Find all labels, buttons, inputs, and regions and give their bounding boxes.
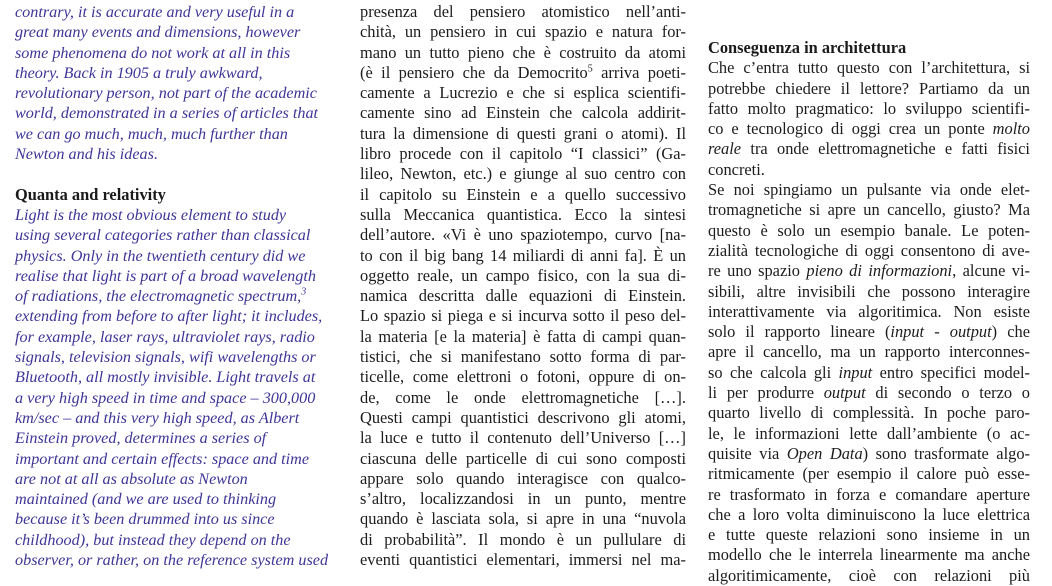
text-line: some phenomena do not work at all in this (15, 43, 291, 62)
text-line: le, le informazioni lette dall’ambiente (o ac- (708, 423, 1030, 443)
text-line: because it’s been drummed into us since (15, 510, 275, 529)
italic-term: reale (708, 139, 742, 159)
text-line: libro procede con il capitolo “I classici” (Ga- (360, 144, 686, 164)
text-line (708, 363, 1030, 383)
text-segment: quisite via (708, 443, 787, 463)
text-line: camente a Lucrezio e che si esplica scientifi- (360, 83, 686, 103)
text-line: apre il cancello, ma un rapporto interconnes- (708, 342, 1030, 362)
text-line: km/sec – and this very high speed, as Albert (15, 408, 300, 427)
text-line (708, 383, 1030, 403)
text-line: important and certain effects: space and time (15, 449, 310, 468)
text-line: zialità tecnologiche di oggi consentono di ave- (708, 240, 1030, 260)
text-segment: entro specifici model- (872, 362, 1030, 382)
italian-review-column (360, 0, 686, 570)
text-line: questo è solo un esempio banale. Le poten- (708, 220, 1030, 240)
text-line: namica descritta dalle equazioni di Einstein. (360, 286, 686, 306)
text-line: e tutte queste relazioni sono insieme in un (708, 525, 1030, 545)
text-line: theory. Back in 1905 a truly awkward, (15, 63, 263, 82)
text-line: extending from before to after light; it includes, (15, 307, 323, 326)
text-line: eventi quantistici elementari, immersi nel ma- (360, 550, 686, 570)
text-line: signals, television signals, wifi wavelengths or (15, 348, 316, 367)
text-line: Questi campi quantistici descrivono gli atomi, (360, 407, 686, 427)
text-line (708, 119, 1030, 139)
text-line: oggetto reale, un campo fisico, con la sua di- (360, 265, 686, 285)
text-segment: co e tecnologico di oggi crea un ponte (708, 119, 993, 139)
text-line: observer, or rather, on the reference system used (15, 551, 329, 570)
architecture-column (708, 0, 1030, 586)
text-line: realise that light is part of a broad wavelength (15, 266, 316, 285)
text-line: sibili, altre invisibili che possono interagire (708, 281, 1030, 301)
text-line: quando è lasciata sola, si apre in una “nuvola (360, 509, 686, 529)
text-line: world, demonstrated in a series of articles that (15, 104, 319, 123)
text-segment: so che calcola gli (708, 362, 839, 382)
text-line: chità, un pensiero in cui spazio e natura for- (360, 22, 686, 42)
text-line (708, 139, 1030, 159)
text-line: tromagnetiche si apre un cancello, giusto? Ma (708, 200, 1030, 220)
text-line: concreti. (708, 159, 765, 179)
text-line: maintained (and we are used to thinking (15, 490, 277, 509)
text-line: a very high speed in time and space – 300,000 (15, 388, 316, 407)
text-line: di probabilità”. Il mondo è un pullulare di (360, 529, 686, 549)
text-line: for example, laser rays, ultraviolet rays, radio (15, 327, 315, 346)
text-line: to con il big bang 14 miliardi di anni fa]. È un (360, 245, 686, 265)
text-segment: (è il pensiero che da Democrito (360, 62, 588, 82)
text-line: la luce e tutto il contenuto dell’Universo […] (360, 428, 686, 448)
text-segment: , alcune vi- (952, 261, 1030, 281)
text-line (708, 322, 1030, 342)
text-line: Newton and his ideas. (15, 145, 158, 164)
text-line: che a loro volta diminuiscono la luce elettrica (708, 504, 1030, 524)
text-segment: re uno spazio (708, 261, 807, 281)
italic-term: Open Data (786, 443, 863, 463)
text-line (708, 444, 1030, 464)
text-line (708, 261, 1030, 281)
text-line: Light is the most obvious element to study (15, 205, 287, 224)
text-segment: ) sono trasformate algo- (862, 443, 1030, 463)
text-line: revolutionary person, not part of the academic (15, 84, 317, 103)
text-segment: arriva poeti- (592, 62, 686, 82)
text-segment: di secondo o terzo o (865, 383, 1030, 403)
italic-term: input (838, 362, 873, 382)
text-line (360, 63, 686, 83)
text-line: ticelle, come elettroni o fotoni, oppure di on- (360, 367, 686, 387)
text-line: re trasformato in forza e comandare aperture (708, 484, 1030, 504)
text-line: Lo spazio si piega e si incurva sotto il peso del- (360, 306, 686, 326)
text-line: Che c’entra tutto questo con l’architettura, si (708, 58, 1030, 78)
text-line: are not at all as absolute as Newton (15, 469, 248, 488)
text-line: presenza del pensiero atomistico nell’anti- (360, 2, 686, 21)
text-line: Se noi spingiamo un pulsante via onde elet- (708, 180, 1030, 200)
text-line: Bluetooth, all mostly invisible. Light travels at (15, 368, 316, 387)
text-line: fatto molto pragmatico: lo sviluppo scientifi- (708, 98, 1030, 118)
text-line: la materia [e la materia] è fatta di campi quan- (360, 326, 686, 346)
footnote-ref: 3 (301, 286, 307, 298)
text-line: using several categories rather than classical (15, 226, 311, 245)
text-line: potrebbe chiedere il lettore? Partiamo da un (708, 78, 1030, 98)
text-line: de, come le onde elettromagnetiche […]. (360, 387, 686, 407)
english-column (15, 0, 337, 570)
text-line: interattivamente via algoritimica. Non esiste (708, 301, 1030, 321)
text-line: il capitolo su Einstein e a quello successivo (360, 184, 686, 204)
italic-term: input - output (890, 322, 992, 342)
text-line: contrary, it is accurate and very useful in a (15, 3, 295, 21)
italic-term: output (823, 383, 866, 403)
text-line: mano un tutto pieno che è costruito da atomi (360, 42, 686, 62)
text-line: childhood), but instead they depend on the (15, 530, 291, 549)
section-heading: Conseguenza in architettura (708, 38, 907, 57)
text-line: ciascuna delle particelle di cui sono composti (360, 448, 686, 468)
text-line: tura la dimensione di questi grani o atomi). Il (360, 123, 686, 143)
paragraph-gap (15, 164, 337, 184)
footnote-ref: 5 (587, 63, 593, 75)
text-line: sulla Meccanica quantistica. Ecco la sintesi (360, 204, 686, 224)
text-line: lileo, Newton, etc.) e giunge al suo centro con (360, 164, 686, 184)
text-segment: li per produrre (708, 383, 824, 403)
text-line: ritmicamente (per esempio il calore può esse- (708, 464, 1030, 484)
text-line: algoritimicamente, cioè con relazioni più (708, 565, 1030, 585)
text-line: appare solo quando interagisce con qualco- (360, 468, 686, 488)
section-heading: Quanta and relativity (15, 184, 166, 204)
text-line: dell’autore. «Vi è uno spaziotempo, curvo [na- (360, 225, 686, 245)
italic-term: molto (992, 119, 1030, 139)
text-line (15, 286, 337, 306)
text-segment: solo il rapporto lineare ( (708, 322, 891, 342)
text-segment: ) che (991, 322, 1030, 342)
text-line: tistici, che si manifestano sotto forma di par- (360, 347, 686, 367)
text-line: camente sino ad Einstein che calcola addirit- (360, 103, 686, 123)
text-line: quarto livello di complessità. In poche paro- (708, 403, 1030, 423)
text-segment: tra onde elettromagnetiche e fatti fisici (741, 139, 1030, 159)
text-line: physics. Only in the twentieth century did we (15, 246, 306, 265)
text-line: s’altro, localizzandosi in un punto, mentre (360, 489, 686, 509)
text-line: modello che le interrela linearmente ma anche (708, 545, 1030, 565)
text-line: great many events and dimensions, however (15, 23, 301, 42)
italic-term: pieno di informazioni (806, 261, 953, 281)
text-line: we can go much, much, much further than (15, 124, 288, 143)
text-line: Einstein proved, determines a series of (15, 429, 267, 448)
text-segment: of radiations, the electromagnetic spectrum, (15, 287, 302, 306)
